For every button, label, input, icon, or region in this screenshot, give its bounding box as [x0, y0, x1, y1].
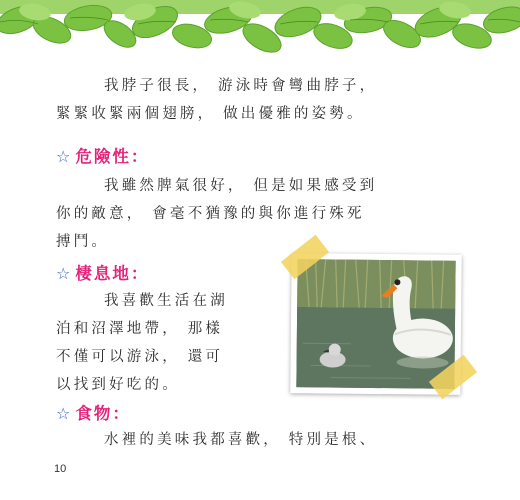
- danger-heading: [56, 143, 149, 167]
- intro-line-1: 我脖子很長， 游泳時會彎曲脖子，: [104, 78, 378, 94]
- habitat-line-4: 以找到好吃的。: [56, 377, 180, 393]
- food-heading-text: 食物：: [75, 404, 131, 423]
- page-number: 10: [54, 463, 67, 475]
- danger-line-2: 你的敵意， 會毫不猶豫的與你進行殊死: [56, 206, 365, 222]
- star-icon: ☆: [56, 404, 73, 423]
- habitat-heading-text: 棲息地：: [75, 264, 150, 283]
- habitat-line-1: 我喜歡生活在湖: [104, 293, 228, 309]
- photo-frame: [290, 253, 461, 395]
- danger-line-3: 搏鬥。: [56, 234, 110, 250]
- danger-heading-text: 危險性：: [75, 147, 150, 166]
- star-icon: ☆: [56, 147, 73, 166]
- danger-line-1: 我雖然脾氣很好， 但是如果感受到: [104, 178, 378, 194]
- habitat-line-2: 泊和沼澤地帶， 那樣: [56, 321, 224, 337]
- habitat-line-3: 不僅可以游泳， 還可: [56, 349, 224, 365]
- habitat-heading: [56, 260, 149, 284]
- intro-line-2: 緊緊收緊兩個翅膀， 做出優雅的姿勢。: [56, 106, 365, 122]
- food-heading: [56, 400, 131, 424]
- leaf-border: [0, 0, 520, 62]
- swan-photo-image: [290, 253, 461, 395]
- star-icon: ☆: [56, 264, 73, 283]
- swan-photo: [291, 254, 461, 394]
- food-line-1: 水裡的美味我都喜歡， 特別是根、: [104, 432, 378, 448]
